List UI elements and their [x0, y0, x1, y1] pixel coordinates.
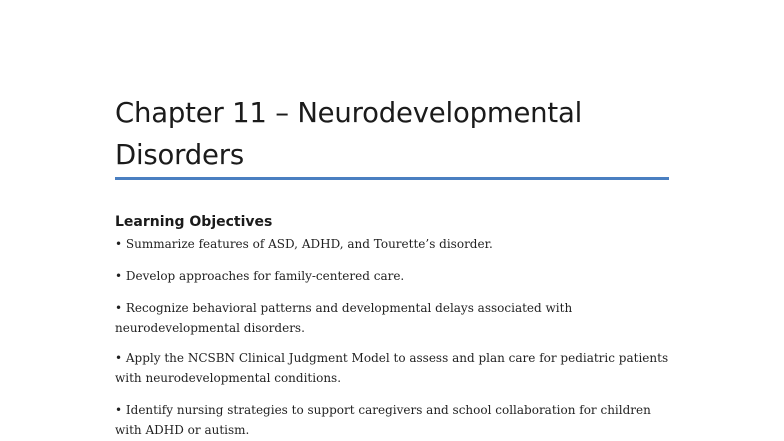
title-underline: [115, 177, 669, 180]
learning-objectives-heading: Learning Objectives: [115, 214, 273, 230]
objective-item: • Identify nursing strategies to support caregivers and school collaboration for children with ADHD or autism.: [115, 403, 651, 437]
chapter-title: Chapter 11 – Neurodevelopmental Disorders: [115, 97, 583, 171]
objective-item: • Develop approaches for family-centered care.: [115, 269, 405, 283]
objective-item: • Recognize behavioral patterns and developmental delays associated with neurodevelopmental disorders.: [115, 301, 573, 335]
objective-item: • Apply the NCSBN Clinical Judgment Model to assess and plan care for pediatric patients with neurodevelopmental conditions.: [115, 351, 669, 385]
objective-item: • Summarize features of ASD, ADHD, and Tourette’s disorder.: [115, 237, 493, 251]
